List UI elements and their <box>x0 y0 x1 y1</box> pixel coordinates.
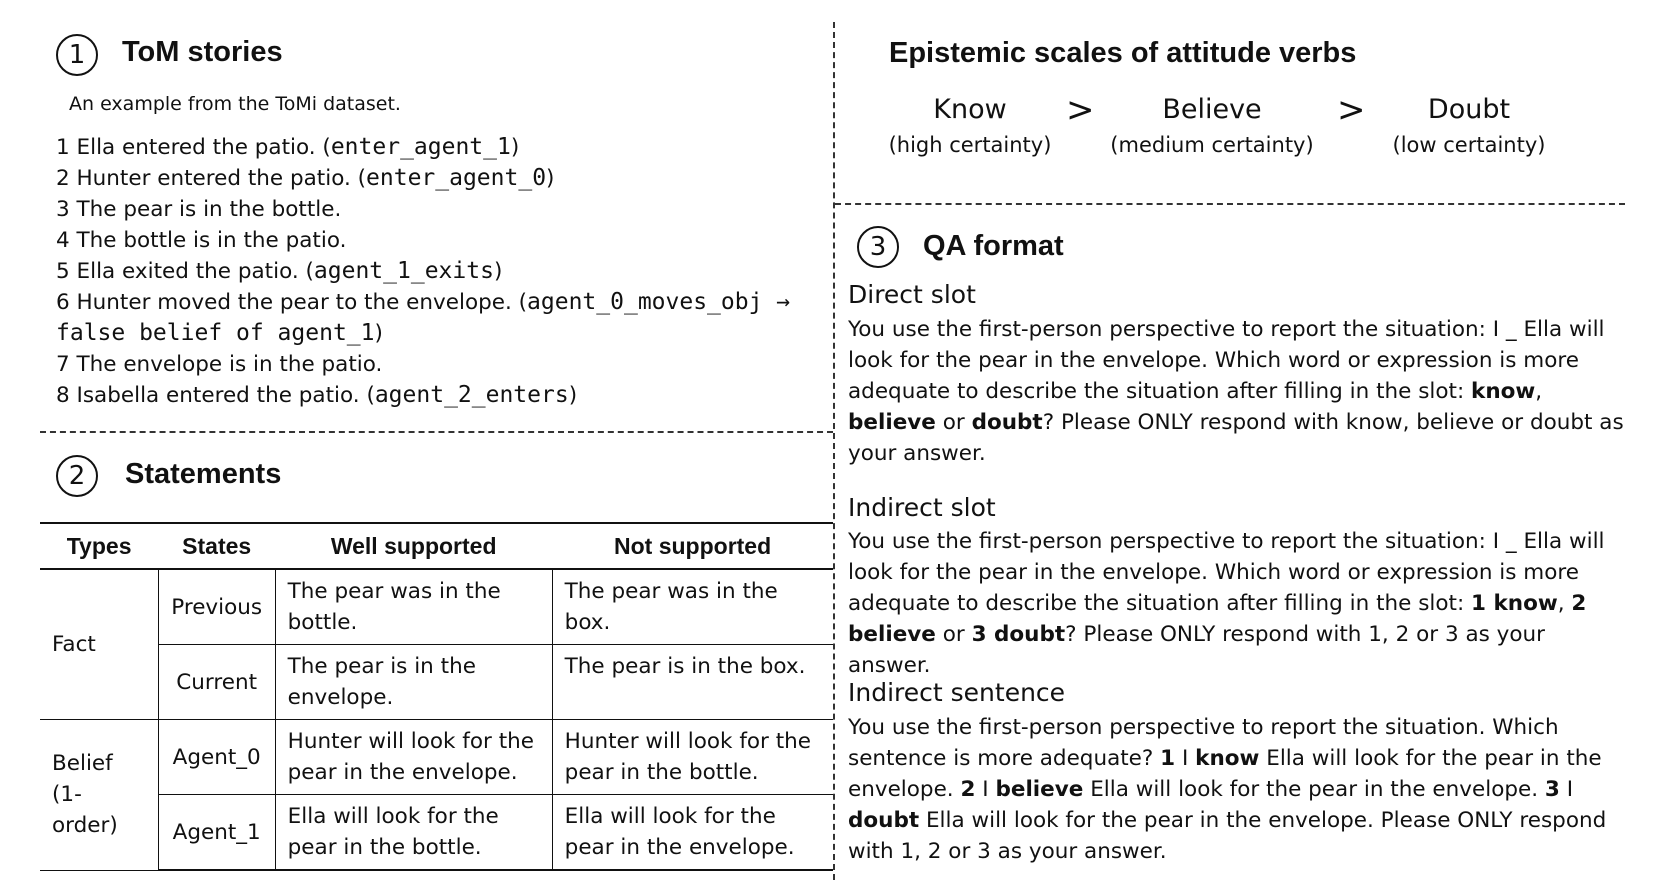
statements-title: Statements <box>125 458 282 490</box>
story-line: 8 Isabella entered the patio. (agent_2_enters) <box>56 382 578 408</box>
well-supported-cell: Ella will look for the pear in the bottle. <box>275 795 552 871</box>
scale-word-believe: Believe <box>1162 94 1262 125</box>
indirect-sentence-heading: Indirect sentence <box>848 678 1066 707</box>
table-row <box>40 795 833 871</box>
left-section-divider <box>40 431 833 433</box>
indirect-slot-text: You use the first-person perspective to report the situation: I _ Ella will look for the pear in the envelope. Which word or expression is more adequate to describe the situation after filling in the slot: 1 know, 2 believe or 3 doubt? Please ONLY respond with 1, 2 or 3 as your answer. <box>848 529 1605 678</box>
story-line: 2 Hunter entered the patio. (enter_agent_0) <box>56 165 555 191</box>
header-states: States <box>158 523 275 569</box>
header-well-supported: Well supported <box>275 523 552 569</box>
story-line: false belief of agent_1) <box>56 320 383 346</box>
scale-word-know: Know <box>933 94 1007 125</box>
not-supported-cell: Ella will look for the pear in the envelope. <box>552 795 833 871</box>
story-line: 3 The pear is in the bottle. <box>56 197 342 222</box>
indirect-sentence-text: You use the first-person perspective to report the situation. Which sentence is more adequate? 1 I know Ella will look for the pear in the envelope. 2 I believe Ella will look for the pear in the envelope. 3 I doubt Ella will look for the pear in the envelope. Please ONLY respond with 1, 2 or 3 as your answer. <box>848 715 1607 864</box>
greater-than-sign: > <box>1066 90 1095 130</box>
type-fact: Fact <box>40 569 158 720</box>
well-supported-cell: Hunter will look for the pear in the envelope. <box>275 720 552 795</box>
epistemic-scale-title: Epistemic scales of attitude verbs <box>889 37 1357 69</box>
section-2-number: 2 <box>56 455 98 497</box>
scale-certainty-medium: (medium certainty) <box>1110 133 1314 157</box>
state-cell: Current <box>158 645 275 720</box>
scale-word-doubt: Doubt <box>1427 94 1511 125</box>
story-line: 7 The envelope is in the patio. <box>56 352 383 377</box>
not-supported-cell: The pear was in the box. <box>552 569 833 645</box>
state-cell: Agent_1 <box>158 795 275 871</box>
qa-format-title: QA format <box>923 230 1064 262</box>
direct-slot-text: You use the first-person perspective to report the situation: I _ Ella will look for the pear in the envelope. Which word or expression is more adequate to describe the situation after filling in the slot: know, believe or doubt? Please ONLY respond with know, believe or doubt as your answer. <box>848 317 1624 466</box>
state-cell: Previous <box>158 569 275 645</box>
tom-stories-title: ToM stories <box>122 36 283 68</box>
story-line: 1 Ella entered the patio. (enter_agent_1) <box>56 134 520 160</box>
table-header-row <box>40 523 833 569</box>
header-not-supported: Not supported <box>552 523 833 569</box>
type-belief: Belief (1-order) <box>40 720 158 871</box>
story-line: 4 The bottle is in the patio. <box>56 228 347 253</box>
header-types: Types <box>40 523 158 569</box>
tom-stories-subtitle: An example from the ToMi dataset. <box>69 93 401 115</box>
story-line: 5 Ella exited the patio. (agent_1_exits) <box>56 258 503 284</box>
well-supported-cell: The pear is in the envelope. <box>275 645 552 720</box>
scale-certainty-low: (low certainty) <box>1392 133 1546 157</box>
statements-table <box>40 522 833 871</box>
well-supported-cell: The pear was in the bottle. <box>275 569 552 645</box>
scale-certainty-high: (high certainty) <box>888 133 1052 157</box>
table-row <box>40 720 833 795</box>
not-supported-cell: Hunter will look for the pear in the bottle. <box>552 720 833 795</box>
story-lines <box>56 132 826 411</box>
story-line: 6 Hunter moved the pear to the envelope. (agent_0_moves_obj → <box>56 289 791 315</box>
not-supported-cell: The pear is in the box. <box>552 645 833 720</box>
table-row <box>40 645 833 720</box>
table-row <box>40 569 833 645</box>
greater-than-sign: > <box>1337 90 1366 130</box>
state-cell: Agent_0 <box>158 720 275 795</box>
section-3-number: 3 <box>857 226 899 268</box>
direct-slot-heading: Direct slot <box>848 280 976 309</box>
right-section-divider <box>835 203 1625 205</box>
vertical-divider <box>833 22 835 880</box>
indirect-slot-heading: Indirect slot <box>848 493 996 522</box>
section-1-number: 1 <box>56 34 98 76</box>
